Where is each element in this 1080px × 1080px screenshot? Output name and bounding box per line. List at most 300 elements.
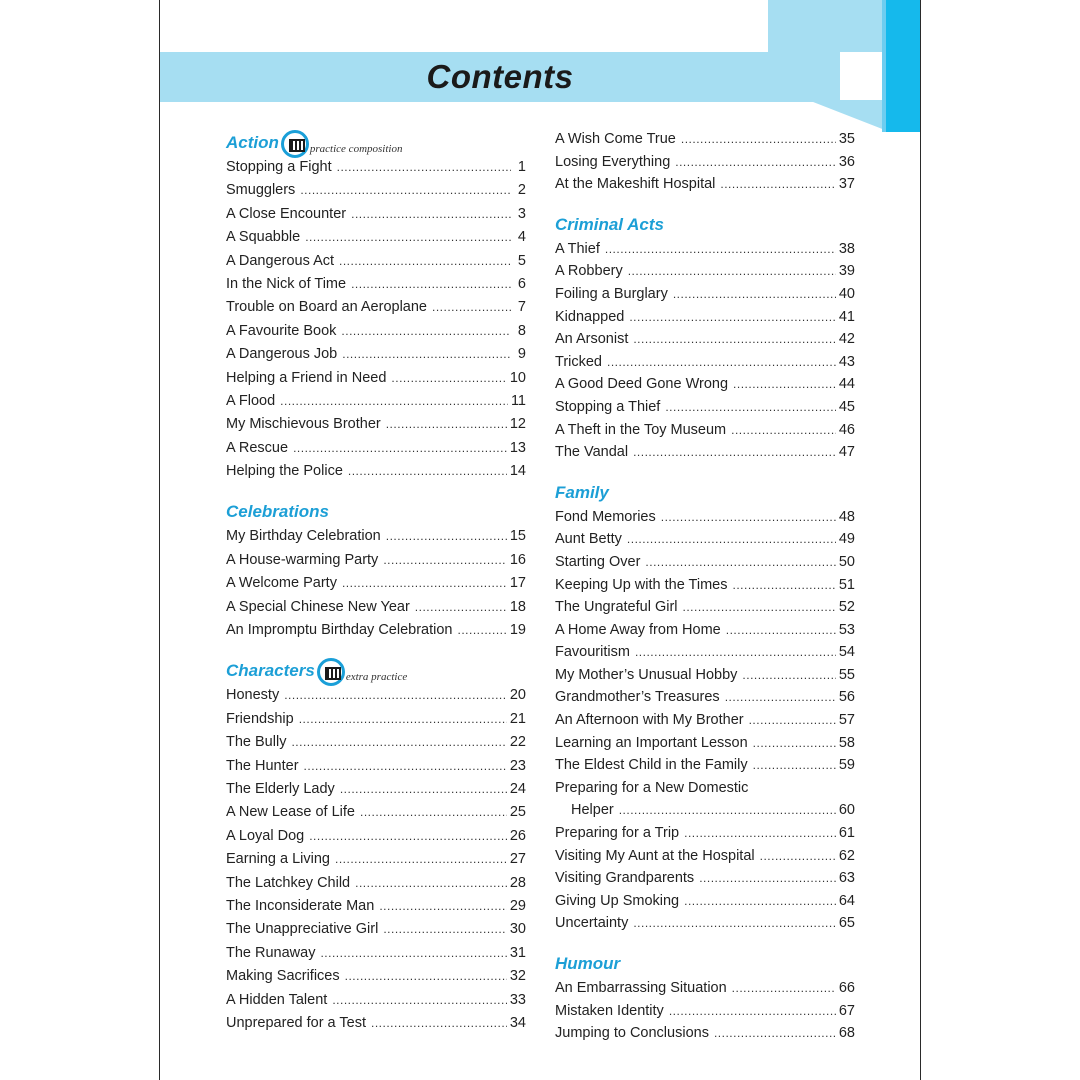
entry-page-number: 58 (838, 734, 855, 751)
dot-leader (665, 396, 836, 419)
toc-entry[interactable] (226, 343, 526, 366)
section-heading (555, 949, 855, 977)
entry-title: Keeping Up with the Times (555, 576, 728, 593)
entry-title: The Elderly Lady (226, 780, 335, 797)
toc-entry[interactable] (226, 437, 526, 460)
section-gap (555, 464, 855, 478)
entry-page-number: 53 (838, 621, 855, 638)
toc-entry[interactable] (226, 848, 526, 871)
toc-entry[interactable] (555, 709, 855, 732)
section-title: Family (555, 482, 609, 502)
entry-title: A New Lease of Life (226, 804, 355, 821)
entry-page-number: 20 (509, 687, 526, 704)
dot-leader (300, 179, 511, 202)
entry-title: A Home Away from Home (555, 621, 721, 638)
entry-page-number: 15 (509, 528, 526, 545)
dot-leader (309, 825, 507, 848)
toc-entry[interactable] (555, 128, 855, 151)
header-strip (886, 0, 920, 132)
keyboard-badge-icon (317, 658, 345, 686)
entry-title: A Hidden Talent (226, 991, 328, 1008)
entry-page-number: 38 (838, 240, 855, 257)
toc-entry[interactable] (226, 684, 526, 707)
dot-leader (669, 1000, 836, 1023)
toc-entry[interactable] (555, 151, 855, 174)
section-criminal-acts (555, 196, 855, 464)
toc-entry[interactable] (555, 777, 855, 800)
right-column (555, 128, 855, 1045)
dot-leader (305, 226, 511, 249)
section-title: Celebrations (226, 502, 329, 522)
page-title: Contents (426, 58, 574, 95)
dot-leader (291, 731, 506, 754)
entry-page-number: 39 (838, 263, 855, 280)
entry-page-number: 12 (509, 416, 526, 433)
header-notch (768, 0, 888, 52)
dot-leader (293, 437, 507, 460)
toc-entry[interactable] (555, 890, 855, 913)
toc-entry[interactable] (226, 731, 526, 754)
dot-leader (684, 822, 836, 845)
toc-entry[interactable] (226, 226, 526, 249)
toc-entry[interactable] (555, 373, 855, 396)
toc-entry[interactable] (226, 872, 526, 895)
entry-title: Jumping to Conclusions (555, 1025, 709, 1042)
entry-page-number: 43 (838, 353, 855, 370)
toc-entry[interactable] (555, 419, 855, 442)
entry-title: Fond Memories (555, 508, 656, 525)
entry-title: Stopping a Thief (555, 398, 661, 415)
dot-leader (684, 890, 836, 913)
toc-entry[interactable] (555, 328, 855, 351)
entry-title: A Special Chinese New Year (226, 598, 410, 615)
entry-page-number: 8 (517, 322, 526, 339)
toc-entry[interactable] (226, 156, 526, 179)
dot-leader (633, 328, 836, 351)
dot-leader (720, 173, 835, 196)
entry-page-number: 1 (517, 159, 526, 175)
keyboard-badge-icon (281, 130, 309, 158)
entry-page-number: 5 (517, 252, 526, 269)
entry-page-number: 4 (517, 229, 526, 246)
section-characters (226, 642, 526, 1035)
entry-title: An Impromptu Birthday Celebration (226, 622, 453, 639)
toc-entry[interactable] (226, 778, 526, 801)
entry-page-number: 13 (509, 439, 526, 456)
entry-page-number: 30 (509, 921, 526, 938)
dot-leader (355, 872, 507, 895)
dot-leader (342, 572, 507, 595)
toc-entry[interactable] (555, 1000, 855, 1023)
entry-page-number: 28 (509, 874, 526, 891)
entry-page-number: 49 (838, 531, 855, 548)
entry-title: The Eldest Child in the Family (555, 757, 748, 774)
entry-title: Unprepared for a Test (226, 1014, 366, 1031)
toc-entry[interactable] (555, 845, 855, 868)
entry-page-number: 40 (838, 285, 855, 302)
dot-leader (383, 918, 507, 941)
entry-page-number: 11 (510, 392, 526, 409)
dot-leader (379, 895, 507, 918)
section-heading (226, 128, 526, 156)
entry-page-number: 51 (838, 576, 855, 593)
entry-page-number: 60 (838, 802, 855, 819)
entry-page-number: 29 (509, 897, 526, 914)
entry-title: My Birthday Celebration (226, 528, 381, 545)
entry-title: Giving Up Smoking (555, 892, 680, 909)
entry-page-number: 56 (838, 689, 855, 706)
toc-entry[interactable] (555, 912, 855, 935)
entry-title: Tricked (555, 353, 602, 370)
entry-page-number: 46 (838, 421, 855, 438)
entry-title: The Hunter (226, 757, 299, 774)
toc-entry[interactable] (226, 572, 526, 595)
entry-title: Earning a Living (226, 851, 330, 868)
entry-title: A Dangerous Job (226, 346, 338, 363)
entry-title: Starting Over (555, 553, 641, 570)
dot-leader (280, 390, 508, 413)
entry-title: A House-warming Party (226, 551, 379, 568)
dot-leader (629, 306, 836, 329)
entry-page-number: 36 (838, 153, 855, 170)
toc-entry[interactable] (226, 203, 526, 226)
entry-page-number: 17 (509, 575, 526, 592)
entry-title: Preparing for a New Domestic (555, 779, 749, 796)
dot-leader (284, 684, 507, 707)
entry-title: Mistaken Identity (555, 1002, 664, 1019)
dot-leader (386, 525, 507, 548)
entry-page-number: 61 (838, 825, 855, 842)
dot-leader (320, 942, 506, 965)
entry-title: Kidnapped (555, 308, 625, 325)
dot-leader (391, 367, 506, 390)
toc-entry[interactable] (226, 179, 526, 202)
section-heading (555, 478, 855, 506)
dot-leader (345, 965, 507, 988)
dot-leader (371, 1012, 507, 1035)
entry-title: Stopping a Fight (226, 159, 332, 175)
dot-leader (749, 709, 836, 732)
entry-title: Trouble on Board an Aeroplane (226, 299, 427, 316)
toc-entry[interactable] (555, 686, 855, 709)
dot-leader (633, 912, 836, 935)
section-gap (555, 196, 855, 210)
dot-leader (742, 664, 835, 687)
entry-title: Helper (571, 802, 614, 819)
section-title: Humour (555, 954, 621, 973)
entry-page-number: 41 (838, 308, 855, 325)
entry-page-number: 44 (838, 376, 855, 393)
entry-page-number: 6 (517, 275, 526, 292)
toc-entry[interactable] (226, 296, 526, 319)
dot-leader (732, 977, 836, 1000)
entry-page-number: 23 (509, 757, 526, 774)
dot-leader (432, 296, 511, 319)
entry-page-number: 26 (509, 827, 526, 844)
toc-entry[interactable] (226, 596, 526, 619)
entry-page-number: 14 (509, 463, 526, 480)
dot-leader (386, 413, 507, 436)
dot-leader (714, 1022, 836, 1045)
section-title: Action (226, 133, 279, 152)
toc-entry[interactable] (555, 396, 855, 419)
entry-page-number: 18 (509, 598, 526, 615)
section-gap (226, 483, 526, 497)
dot-leader (732, 574, 835, 597)
entry-page-number: 45 (838, 398, 855, 415)
toc-entry[interactable] (555, 664, 855, 687)
entry-title: A Loyal Dog (226, 827, 305, 844)
dot-leader (341, 320, 511, 343)
toc-entry[interactable] (555, 754, 855, 777)
toc-entry[interactable] (555, 173, 855, 196)
entry-page-number: 55 (838, 666, 855, 683)
entry-title: Aunt Betty (555, 531, 622, 548)
entry-title: The Unappreciative Girl (226, 921, 379, 938)
entry-title: Making Sacrifices (226, 968, 340, 985)
entry-page-number: 66 (838, 980, 855, 996)
dot-leader (337, 156, 511, 179)
toc-entry[interactable] (226, 825, 526, 848)
dot-leader (627, 528, 836, 551)
entry-page-number: 31 (509, 944, 526, 961)
toc-entry[interactable] (555, 528, 855, 551)
dot-leader (351, 203, 511, 226)
dot-leader (415, 596, 507, 619)
toc-entry[interactable] (555, 977, 855, 1000)
toc-entry[interactable] (555, 799, 855, 822)
toc-entry[interactable] (555, 441, 855, 464)
entry-page-number: 33 (509, 991, 526, 1008)
dot-leader (351, 273, 511, 296)
toc-entry[interactable] (555, 283, 855, 306)
entry-title: A Good Deed Gone Wrong (555, 376, 729, 393)
entry-title: My Mother’s Unusual Hobby (555, 666, 738, 683)
entry-title: The Inconsiderate Man (226, 897, 375, 914)
dot-leader (457, 619, 506, 642)
toc-entry[interactable] (226, 460, 526, 483)
dot-leader (304, 755, 507, 778)
entry-page-number: 9 (517, 346, 526, 363)
dot-leader (673, 283, 836, 306)
entry-title: A Dangerous Act (226, 252, 335, 269)
entry-page-number: 64 (838, 892, 855, 909)
entry-page-number: 19 (509, 622, 526, 639)
toc-entry[interactable] (555, 822, 855, 845)
toc-entry[interactable] (226, 1012, 526, 1035)
toc-entry[interactable] (226, 525, 526, 548)
entry-title: The Vandal (555, 444, 629, 461)
toc-entry[interactable] (555, 596, 855, 619)
toc-entry[interactable] (226, 801, 526, 824)
entry-page-number: 67 (838, 1002, 855, 1019)
toc-entry[interactable] (555, 732, 855, 755)
toc-entry[interactable] (226, 895, 526, 918)
entry-title: A Wish Come True (555, 131, 676, 147)
toc-entry[interactable] (226, 273, 526, 296)
toc-entry[interactable] (555, 551, 855, 574)
entry-title: A Theft in the Toy Museum (555, 421, 727, 438)
badge-label: extra practice (345, 671, 408, 684)
entry-title: Helping the Police (226, 463, 343, 480)
toc-entry[interactable] (226, 942, 526, 965)
entry-page-number: 48 (838, 508, 855, 525)
entry-page-number: 27 (509, 851, 526, 868)
dot-leader (339, 250, 511, 273)
section-gap (226, 642, 526, 656)
dot-leader (699, 867, 836, 890)
entry-title: An Arsonist (555, 331, 629, 348)
entry-title: The Ungrateful Girl (555, 599, 678, 616)
section-humour (555, 935, 855, 1045)
section-characters-cont (555, 128, 855, 196)
entry-title: Uncertainty (555, 915, 629, 932)
dot-leader (607, 351, 836, 374)
dot-leader (645, 551, 835, 574)
entry-title: Smugglers (226, 182, 296, 199)
toc-entry[interactable] (226, 549, 526, 572)
entry-title: Losing Everything (555, 153, 671, 170)
entry-page-number: 21 (509, 710, 526, 727)
section-heading (226, 656, 526, 684)
entry-page-number: 63 (838, 870, 855, 887)
entry-page-number: 47 (838, 444, 855, 461)
dot-leader (360, 801, 507, 824)
dot-leader (726, 619, 836, 642)
dot-leader (342, 343, 511, 366)
entry-title: A Rescue (226, 439, 289, 456)
section-action (226, 128, 526, 483)
entry-title: Friendship (226, 710, 294, 727)
toc-entry[interactable] (555, 506, 855, 529)
entry-page-number: 35 (838, 131, 855, 147)
entry-page-number: 16 (509, 551, 526, 568)
section-gap (555, 935, 855, 949)
entry-page-number: 54 (838, 644, 855, 661)
entry-page-number: 24 (509, 780, 526, 797)
toc-entry[interactable] (555, 867, 855, 890)
toc-entry[interactable] (555, 306, 855, 329)
section-heading (226, 497, 526, 525)
dot-leader (725, 686, 836, 709)
dot-leader (681, 128, 836, 151)
dot-leader (299, 708, 507, 731)
toc-entry[interactable] (555, 619, 855, 642)
toc-entry[interactable] (226, 390, 526, 413)
section-badge (317, 658, 407, 684)
dot-leader (605, 238, 836, 261)
dot-leader (340, 778, 507, 801)
entry-title: An Afternoon with My Brother (555, 712, 744, 729)
dot-leader (633, 441, 836, 464)
entry-page-number: 68 (838, 1025, 855, 1042)
toc-entry[interactable] (226, 965, 526, 988)
entry-title: Foiling a Burglary (555, 285, 668, 302)
toc-entry[interactable] (555, 641, 855, 664)
entry-page-number: 65 (838, 915, 855, 932)
entry-title: The Runaway (226, 944, 316, 961)
toc-entry[interactable] (226, 708, 526, 731)
entry-title: The Latchkey Child (226, 874, 351, 891)
toc-entry[interactable] (226, 367, 526, 390)
toc-entry[interactable] (555, 238, 855, 261)
dot-leader (675, 151, 836, 174)
toc-entry[interactable] (226, 918, 526, 941)
entry-page-number: 62 (838, 847, 855, 864)
entry-title: A Thief (555, 240, 600, 257)
entry-page-number: 42 (838, 331, 855, 348)
entry-title: At the Makeshift Hospital (555, 176, 716, 193)
contents-page (159, 0, 921, 1080)
entry-page-number: 37 (838, 176, 855, 193)
entry-title: My Mischievous Brother (226, 416, 381, 433)
dot-leader (753, 732, 836, 755)
toc-entry[interactable] (226, 619, 526, 642)
entry-title: Honesty (226, 687, 280, 704)
section-celebrations (226, 483, 526, 642)
entry-title: Favouritism (555, 644, 630, 661)
dot-leader (731, 419, 836, 442)
entry-title: Learning an Important Lesson (555, 734, 748, 751)
dot-leader (619, 799, 836, 822)
toc-entry[interactable] (226, 413, 526, 436)
toc-entry[interactable] (226, 989, 526, 1012)
entry-page-number: 32 (509, 968, 526, 985)
entry-page-number: 3 (517, 205, 526, 222)
entry-page-number: 2 (517, 182, 526, 199)
section-heading (555, 210, 855, 238)
toc-entry[interactable] (226, 755, 526, 778)
dot-leader (332, 989, 507, 1012)
entry-page-number: 50 (838, 553, 855, 570)
entry-title: Preparing for a Trip (555, 825, 680, 842)
toc-entry[interactable] (555, 260, 855, 283)
entry-page-number: 59 (838, 757, 855, 774)
badge-label: practice composition (309, 143, 403, 155)
entry-title: Helping a Friend in Need (226, 369, 387, 386)
toc-entry[interactable] (555, 1022, 855, 1045)
entry-title: A Squabble (226, 229, 301, 246)
entry-page-number: 10 (509, 369, 526, 386)
entry-page-number: 57 (838, 712, 855, 729)
entry-page-number: 25 (509, 804, 526, 821)
entry-title: A Close Encounter (226, 205, 347, 222)
dot-leader (753, 754, 836, 777)
dot-leader (635, 641, 836, 664)
section-title: Criminal Acts (555, 214, 664, 234)
toc-entry[interactable] (555, 351, 855, 374)
toc-entry[interactable] (555, 574, 855, 597)
entry-title: Grandmother’s Treasures (555, 689, 720, 706)
dot-leader (733, 373, 836, 396)
entry-title: The Bully (226, 734, 287, 751)
entry-title: A Flood (226, 392, 276, 409)
entry-page-number: 52 (838, 599, 855, 616)
section-badge (281, 130, 403, 156)
dot-leader (628, 260, 836, 283)
dot-leader (383, 549, 507, 572)
section-family (555, 464, 855, 935)
toc-entry[interactable] (226, 320, 526, 343)
entry-title: Visiting Grandparents (555, 870, 695, 887)
entry-title: An Embarrassing Situation (555, 980, 727, 996)
entry-title: A Robbery (555, 263, 623, 280)
entry-title: A Welcome Party (226, 575, 337, 592)
section-title: Characters (226, 661, 315, 681)
entry-page-number: 7 (517, 299, 526, 316)
entry-title: A Favourite Book (226, 322, 337, 339)
toc-entry[interactable] (226, 250, 526, 273)
